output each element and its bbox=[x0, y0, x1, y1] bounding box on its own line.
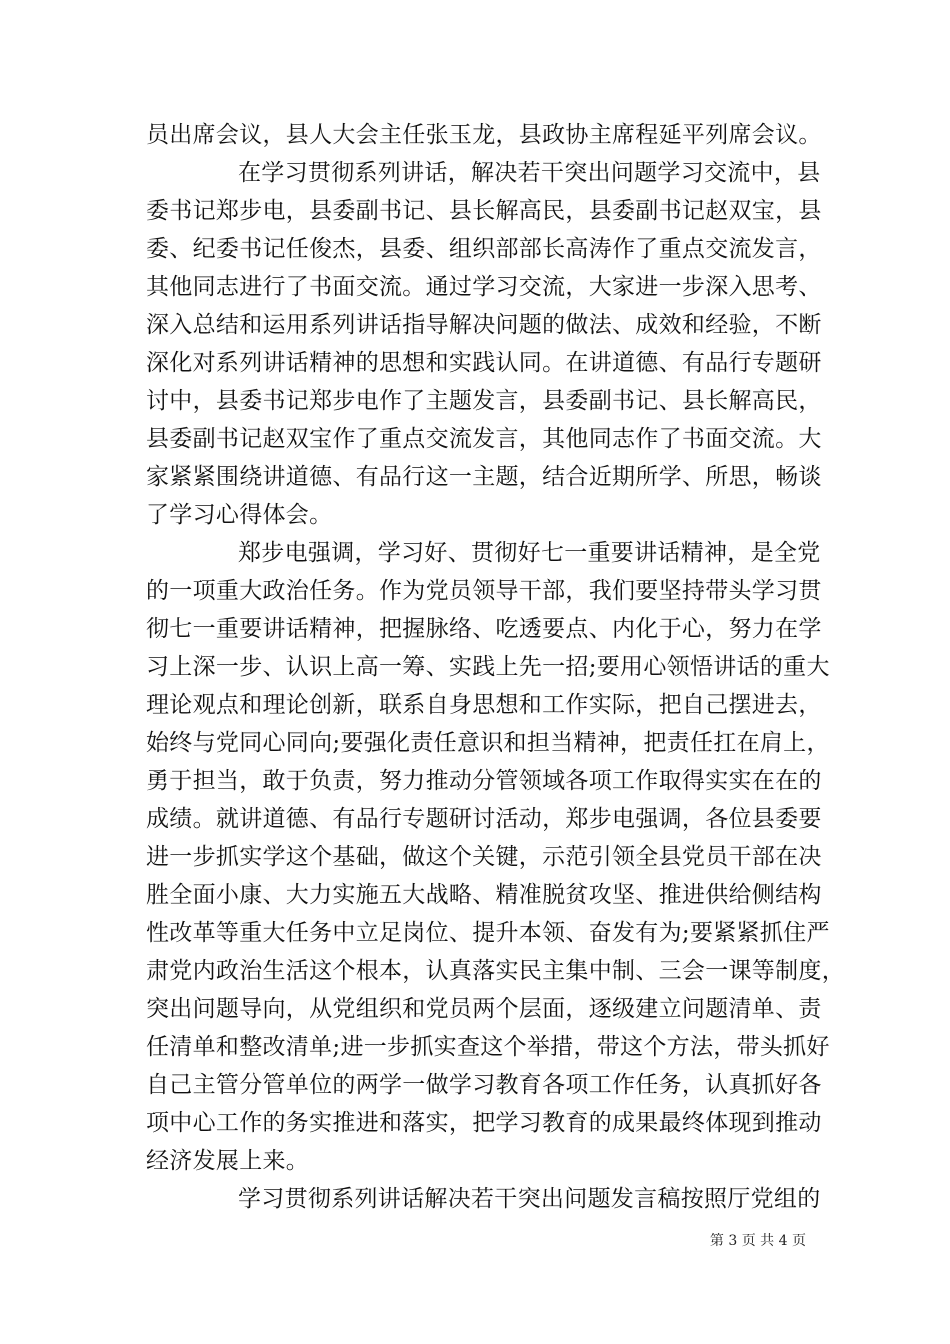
text-line: 成绩。就讲道德、有品行专题研讨活动，郑步电强调，各位县委要 bbox=[146, 806, 822, 832]
text-line: 理论观点和理论创新，联系自身思想和工作实际，把自己摆进去， bbox=[146, 692, 822, 718]
paragraph-start-line: 郑步电强调，学习好、贯彻好七一重要讲话精神，是全党 bbox=[238, 540, 821, 566]
paragraph-start-line: 在学习贯彻系列讲话，解决若干突出问题学习交流中，县 bbox=[238, 160, 821, 186]
text-line: 勇于担当，敢于负责，努力推动分管领域各项工作取得实实在在的 bbox=[146, 768, 822, 794]
text-line: 员出席会议，县人大会主任张玉龙，县政协主席程延平列席会议。 bbox=[146, 122, 822, 148]
text-line: 胜全面小康、大力实施五大战略、精准脱贫攻坚、推进供给侧结构 bbox=[146, 882, 822, 908]
text-line: 习上深一步、认识上高一筹、实践上先一招;要用心领悟讲话的重大 bbox=[146, 654, 830, 680]
text-line: 了学习心得体会。 bbox=[146, 502, 333, 528]
text-line: 始终与党同心同向;要强化责任意识和担当精神，把责任扛在肩上， bbox=[146, 730, 830, 756]
text-line: 性改革等重大任务中立足岗位、提升本领、奋发有为;要紧紧抓住严 bbox=[146, 920, 830, 946]
text-line: 突出问题导向，从党组织和党员两个层面，逐级建立问题清单、责 bbox=[146, 996, 822, 1022]
text-line: 经济发展上来。 bbox=[146, 1148, 310, 1174]
text-line: 县委副书记赵双宝作了重点交流发言，其他同志作了书面交流。大 bbox=[146, 426, 822, 452]
page-number-footer: 第 3 页 共 4 页 bbox=[709, 1233, 806, 1249]
text-line: 深化对系列讲话精神的思想和实践认同。在讲道德、有品行专题研 bbox=[146, 350, 822, 376]
text-line: 自己主管分管单位的两学一做学习教育各项工作任务，认真抓好各 bbox=[146, 1072, 822, 1098]
text-line: 项中心工作的务实推进和落实，把学习教育的成果最终体现到推动 bbox=[146, 1110, 822, 1136]
text-line: 任清单和整改清单;进一步抓实查这个举措，带这个方法，带头抓好 bbox=[146, 1034, 830, 1060]
text-line: 家紧紧围绕讲道德、有品行这一主题，结合近期所学、所思，畅谈 bbox=[146, 464, 822, 490]
text-line: 的一项重大政治任务。作为党员领导干部，我们要坚持带头学习贯 bbox=[146, 578, 822, 604]
text-line: 肃党内政治生活这个根本，认真落实民主集中制、三会一课等制度， bbox=[146, 958, 845, 984]
text-line: 讨中，县委书记郑步电作了主题发言，县委副书记、县长解高民， bbox=[146, 388, 822, 414]
paragraph-start-line: 学习贯彻系列讲话解决若干突出问题发言稿按照厅党组的 bbox=[238, 1186, 821, 1212]
text-line: 委书记郑步电，县委副书记、县长解高民，县委副书记赵双宝，县 bbox=[146, 198, 822, 224]
text-line: 进一步抓实学这个基础，做这个关键，示范引领全县党员干部在决 bbox=[146, 844, 822, 870]
text-line: 其他同志进行了书面交流。通过学习交流，大家进一步深入思考、 bbox=[146, 274, 822, 300]
text-line: 深入总结和运用系列讲话指导解决问题的做法、成效和经验，不断 bbox=[146, 312, 822, 338]
text-line: 委、纪委书记任俊杰，县委、组织部部长高涛作了重点交流发言， bbox=[146, 236, 822, 262]
text-line: 彻七一重要讲话精神，把握脉络、吃透要点、内化于心，努力在学 bbox=[146, 616, 822, 642]
